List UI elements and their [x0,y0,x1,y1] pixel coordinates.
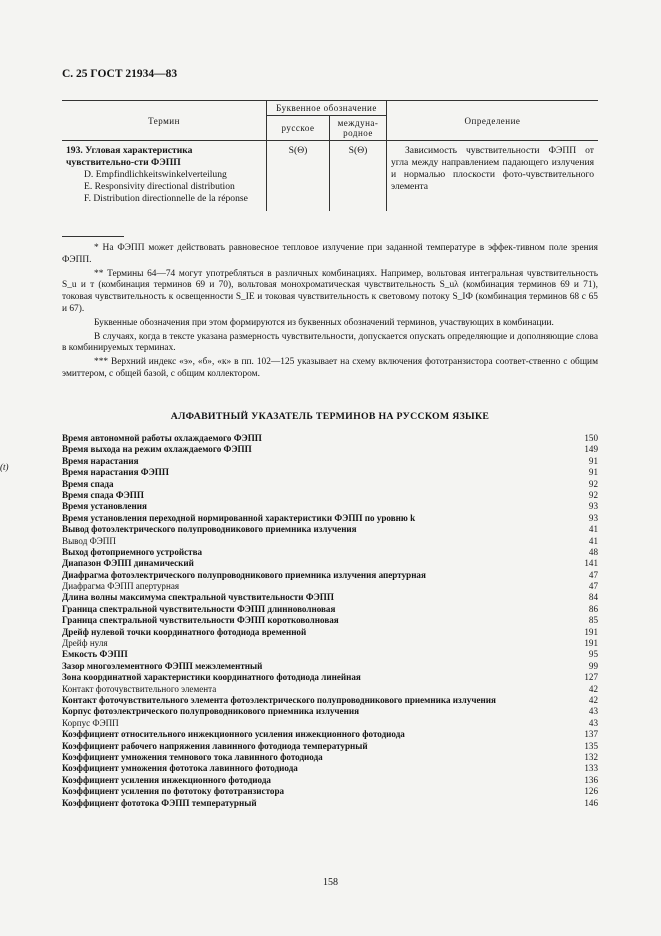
index-entry [62,786,598,797]
index-term: Емкость ФЭПП [62,649,128,660]
index-term: Зазор многоэлементного ФЭПП межэлементный [62,660,263,671]
index-term: Время спада [62,478,114,489]
index-page: 92 [588,489,598,500]
index-term: Время нарастания ФЭПП [62,467,169,478]
index-page: 150 [584,433,598,443]
index-entry [62,615,598,626]
index-entry [62,547,598,558]
index-entry [62,661,598,672]
index-entry [62,649,598,660]
index-term: Корпус фотоэлектрического полупроводникового приемника излучения [62,706,359,717]
index-term: Коэффициент рабочего напряжения лавинного фотодиода температурный [62,740,368,751]
index-term: Коэффициент умножения фототока лавинного фотодиода [62,763,298,774]
column-header-russian: русское [267,116,330,141]
term-cell [62,141,267,212]
index-entry [62,433,598,444]
margin-mark: (t) [0,462,9,472]
terms-table [62,100,598,211]
index-page: 133 [584,763,598,774]
index-term: Зона координатной характеристики координатного фотодиода линейная [62,672,361,683]
index-term: Коэффициент умножения темнового тока лавинного фотодиода [62,751,323,762]
index-entry [62,627,598,638]
index-term: Коэффициент относительного инжекционного усиления инжекционного фотодиода [62,729,405,740]
index-page: 41 [588,535,598,546]
footnote: Буквенные обозначения при этом формируются из буквенных обозначений терминов, участвующих в комбинации. [94,317,554,328]
index-page: 126 [584,786,598,797]
footnote: ** Термины 64—74 могут употребляться в различных комбинациях. Например, вольтовая интегральная чувствительность S_u и т (комбинация терминов 69 и 70), вольтовая монохроматическая чувствительность S_uλ (комбинация терминов 69 и 71), токовая чувствительность к освещенности S_IE и токовая чувствительность к световому потоку S_IФ (комбинация терминов 68 с 65 и 67). [62,268,598,314]
index-page: 137 [584,729,598,740]
table-row [62,141,598,212]
index-term: Контакт фоточувствительного элемента фотоэлектрического полупроводникового приемника излучения [62,694,496,705]
index-entry [62,444,598,455]
international-symbol: S(Θ) [330,141,387,212]
index-entry [62,684,598,695]
definition-cell: Зависимость чувствительности ФЭПП от угла между направлением падающего излучения и нормалью плоскости фото-чувствительного элемента [387,141,599,212]
term-english: E. Responsivity directional distribution [84,181,235,192]
column-header-international: междуна-родное [330,116,387,141]
index-entry [62,581,598,592]
index-entry [62,570,598,581]
index-page: 99 [588,660,598,671]
index-entry [62,729,598,740]
column-header-term: Термин [62,101,267,141]
index-term: Время установления [62,501,147,512]
index-page: 92 [588,478,598,489]
index-page: 146 [584,797,598,808]
index-page: 42 [588,683,598,694]
index-term: Дрейф нулевой точки координатного фотодиода временной [62,626,307,637]
index-entry [62,638,598,649]
index-entry [62,775,598,786]
index-entry [62,456,598,467]
index-term: Длина волны максимума спектральной чувствительности ФЭПП [62,592,334,603]
footnote-rule [62,236,124,237]
index-page: 191 [584,638,598,649]
index-entry [62,524,598,535]
index-term: Выход фотоприемного устройства [62,546,203,557]
index-entry [62,718,598,729]
index-entry [62,467,598,478]
index-entry [62,695,598,706]
index-term: Время спада ФЭПП [62,489,144,500]
index-page: 135 [584,740,598,751]
footnote: * На ФЭПП может действовать равновесное тепловое излучение при заданной температуре в эффек-тивном поле зрения ФЭПП. [62,243,598,265]
index-entry [62,798,598,809]
index-entry [62,706,598,717]
term-title: 193. Угловая характеристика чувствительно-сти ФЭПП [66,145,193,168]
term-french: F. Distribution directionnelle de la réponse [84,193,248,204]
index-term: Граница спектральной чувствительности ФЭПП длинноволновая [62,603,336,614]
index-entry [62,763,598,774]
index-page: 141 [584,558,598,569]
index-entry [62,741,598,752]
index-entry [62,592,598,603]
index-entry [62,558,598,569]
footnote: В случаях, когда в тексте указана размерность чувствительности, допускается опускать определяющие и дополняющие слова в комбинируемых терминах. [62,331,598,354]
index-entry [62,536,598,547]
index-entry [62,501,598,512]
index-page: 43 [588,706,598,717]
index-page: 91 [588,455,598,466]
index-term: Коэффициент усиления инжекционного фотодиода [62,774,271,785]
index-page: 48 [588,546,598,557]
index-term: Контакт фоточувствительного элемента [62,683,217,694]
index-list [62,433,598,809]
index-term: Коэффициент усиления по фототоку фототранзистора [62,786,285,797]
footnotes [62,243,598,383]
index-title: АЛФАВИТНЫЙ УКАЗАТЕЛЬ ТЕРМИНОВ НА РУССКОМ ЯЗЫКЕ [170,411,490,422]
index-term: Время установления переходной нормированной характеристики ФЭПП по уровню k [62,512,416,523]
index-page: 136 [584,774,598,785]
index-term: Дрейф нуля [62,638,108,649]
index-term: Вывод ФЭПП [62,535,116,546]
index-page: 41 [588,524,598,535]
index-term: Диафрагма фотоэлектрического полупроводникового приемника излучения апертурная [62,569,426,580]
index-entry [62,490,598,501]
index-page: 84 [588,592,598,603]
index-term: Время нарастания [62,455,139,466]
russian-symbol: S(Θ) [267,141,330,212]
index-page: 47 [588,581,598,592]
index-page: 127 [584,672,598,683]
index-entry [62,604,598,615]
index-term: Время автономной работы охлаждаемого ФЭПП [62,433,262,443]
index-entry [62,672,598,683]
page-number: 158 [323,877,338,888]
index-page: 86 [588,603,598,614]
index-page: 95 [588,649,598,660]
index-term: Вывод фотоэлектрического полупроводникового приемника излучения [62,524,357,535]
index-page: 93 [588,512,598,523]
index-term: Диафрагма ФЭПП апертурная [62,581,180,592]
index-entry [62,752,598,763]
index-entry [62,479,598,490]
column-header-designation: Буквенное обозначение [267,101,387,116]
index-term: Корпус ФЭПП [62,717,119,728]
index-entry [62,513,598,524]
term-german: D. Empfindlichkeitswinkelverteilung [84,169,227,180]
index-page: 91 [588,467,598,478]
index-term: Диапазон ФЭПП динамический [62,558,194,569]
index-page: 149 [584,444,598,455]
index-page: 47 [588,569,598,580]
index-page: 42 [588,694,598,705]
footnote: *** Верхний индекс «э», «б», «к» в пп. 102—125 указывает на схему включения фототранзистора соответ-ственно с общим эмиттером, с общей базой, с общим коллектором. [62,357,598,379]
index-page: 43 [588,717,598,728]
column-header-definition: Определение [387,101,599,141]
page-header: С. 25 ГОСТ 21934—83 [62,68,178,80]
index-term: Время выхода на режим охлаждаемого ФЭПП [62,444,252,455]
index-term: Коэффициент фототока ФЭПП температурный [62,797,257,808]
index-page: 85 [588,615,598,626]
index-page: 93 [588,501,598,512]
index-page: 132 [584,751,598,762]
index-term: Граница спектральной чувствительности ФЭПП коротковолновая [62,615,339,626]
index-page: 191 [584,626,598,637]
